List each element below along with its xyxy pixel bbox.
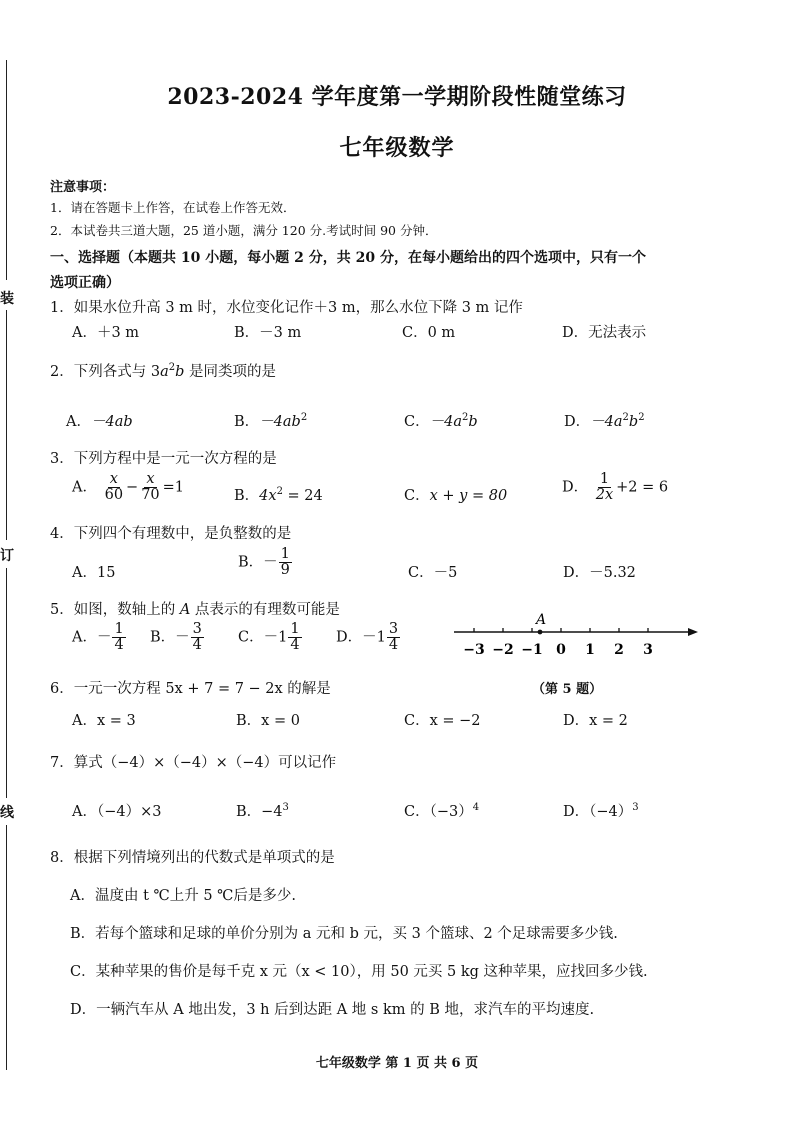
point-a-marker — [538, 630, 543, 635]
binding-label-zhuang: 装 — [0, 288, 14, 308]
q7-option-b: B．$-4^3$ — [236, 802, 289, 820]
q8-option-a: A．温度由 t ℃上升 5 ℃后是多少. — [70, 888, 297, 904]
number-line-tick-label: −3 — [463, 642, 485, 658]
q5-option-a: A．－ $\frac{1}{4}$ — [72, 621, 124, 654]
question-6-stem: 6．一元一次方程 5x + 7 = 7 − 2x 的解是 — [50, 681, 331, 697]
question-1-stem: 1．如果水位升高 3 m 时，水位变化记作＋3 m，那么水位下降 3 m 记作 — [50, 300, 523, 316]
q3-option-d: D． $\frac{1}{2x}$ +2 = 6 — [562, 471, 669, 504]
point-a-label: A — [536, 612, 547, 628]
page-footer: 七年级数学 第 1 页 共 6 页 — [315, 1056, 479, 1071]
q1-option-b: B．－3 m — [234, 325, 302, 341]
fraction: $\frac{1}{9}$ — [280, 546, 290, 579]
q2-option-a: A．－4ab — [66, 414, 133, 430]
number-line-tick-label: 1 — [585, 642, 595, 658]
q2-option-c: C．$-4a^2b$ — [404, 412, 478, 430]
q1-option-d: D．无法表示 — [562, 325, 647, 341]
q8-option-c: C．某种苹果的售价是每千克 x 元（x < 10），用 50 元买 5 kg 这种苹果，应找回多少钱. — [70, 964, 648, 980]
exam-title: 2023-2024 学年度第一学期阶段性随堂练习 — [167, 84, 627, 110]
q7-option-c: C．$(-3)^4$ — [404, 802, 480, 820]
number-line-arrow — [688, 628, 698, 636]
question-2-stem: 2．下列各式与 $3a^2b$ 是同类项的是 — [50, 362, 276, 380]
question-8-stem: 8．根据下列情境列出的代数式是单项式的是 — [50, 850, 335, 866]
notice-item: 1．请在答题卡上作答，在试卷上作答无效． — [50, 200, 296, 215]
fraction: $\frac{x}{60}$ — [104, 471, 124, 504]
binding-line-mid1 — [6, 310, 7, 540]
binding-line-mid2 — [6, 568, 7, 798]
q7-option-d: D．$(-4)^3$ — [563, 802, 639, 820]
fraction: $\frac{3}{4}$ — [388, 621, 399, 654]
number-line-tick-label: −1 — [521, 642, 543, 658]
section-heading: 一、选择题（本题共 10 小题，每小题 2 分，共 20 分，在每小题给出的四个选项中，只有一个 — [50, 250, 646, 266]
q5-option-c: C．－1 $\frac{1}{4}$ — [238, 621, 300, 654]
notice-heading: 注意事项： — [50, 180, 116, 195]
q3-option-a: A． $\frac{x}{60}$ − $\frac{x}{70}$ =1 — [72, 471, 185, 504]
question-4-stem: 4．下列四个有理数中，是负整数的是 — [50, 526, 292, 542]
q5-option-d: D．－1 $\frac{3}{4}$ — [336, 621, 399, 654]
exam-subject: 七年级数学 — [339, 135, 455, 161]
q1-option-a: A．＋3 m — [72, 325, 140, 341]
q4-option-d: D．－5.32 — [563, 565, 636, 581]
q4-option-a: A．15 — [72, 565, 116, 581]
binding-label-xian: 线 — [0, 802, 14, 822]
q3-option-c: C．x + y = 80 — [404, 488, 508, 504]
q4-option-b: B．－ $\frac{1}{9}$ — [238, 546, 290, 579]
q6-option-b: B．x = 0 — [236, 713, 300, 729]
q8-option-d: D．一辆汽车从 A 地出发，3 h 后到达距 A 地 s km 的 B 地，求汽车的平均速度. — [70, 1002, 595, 1018]
notice-item: 2．本试卷共三道大题，25 道小题，满分 120 分.考试时间 90 分钟． — [50, 223, 438, 238]
q2-option-d: D．$-4a^2b^2$ — [564, 412, 645, 430]
question-7-stem: 7．算式（−4）×（−4）×（−4）可以记作 — [50, 755, 337, 771]
fraction: $\frac{1}{4}$ — [114, 621, 124, 654]
fraction: $\frac{x}{70}$ — [141, 471, 160, 504]
q3-option-b: B．$4x^2 = 24$ — [234, 486, 323, 504]
q8-option-b: B．若每个篮球和足球的单价分别为 a 元和 b 元，买 3 个篮球、2 个足球需要多少钱. — [70, 926, 618, 942]
number-line-tick-label: 3 — [643, 642, 653, 658]
q2-option-b: B．$-4ab^2$ — [234, 412, 308, 430]
q7-option-a: A．（−4）×3 — [72, 804, 162, 820]
section-heading-cont: 选项正确） — [50, 275, 120, 291]
question-3-stem: 3．下列方程中是一元一次方程的是 — [50, 451, 277, 467]
binding-label-ding: 订 — [0, 545, 14, 565]
fraction: $\frac{3}{4}$ — [192, 621, 202, 654]
q6-option-c: C．x = −2 — [404, 713, 481, 729]
fraction: $\frac{1}{4}$ — [290, 621, 300, 654]
q5-option-b: B．－ $\frac{3}{4}$ — [150, 621, 202, 654]
q6-option-a: A．x = 3 — [72, 713, 136, 729]
q1-option-c: C．0 m — [402, 325, 456, 341]
q6-option-d: D．x = 2 — [563, 713, 628, 729]
fraction: $\frac{1}{2x}$ — [595, 471, 614, 504]
number-line-tick-label: 0 — [556, 642, 566, 658]
binding-line-bottom — [6, 825, 7, 1070]
figure-caption: （第 5 题） — [532, 682, 603, 697]
question-5-stem: 5．如图，数轴上的 A 点表示的有理数可能是 — [50, 602, 340, 618]
number-line-tick-label: 2 — [614, 642, 624, 658]
q4-option-c: C．－5 — [408, 565, 458, 581]
number-line-tick-label: −2 — [492, 642, 514, 658]
